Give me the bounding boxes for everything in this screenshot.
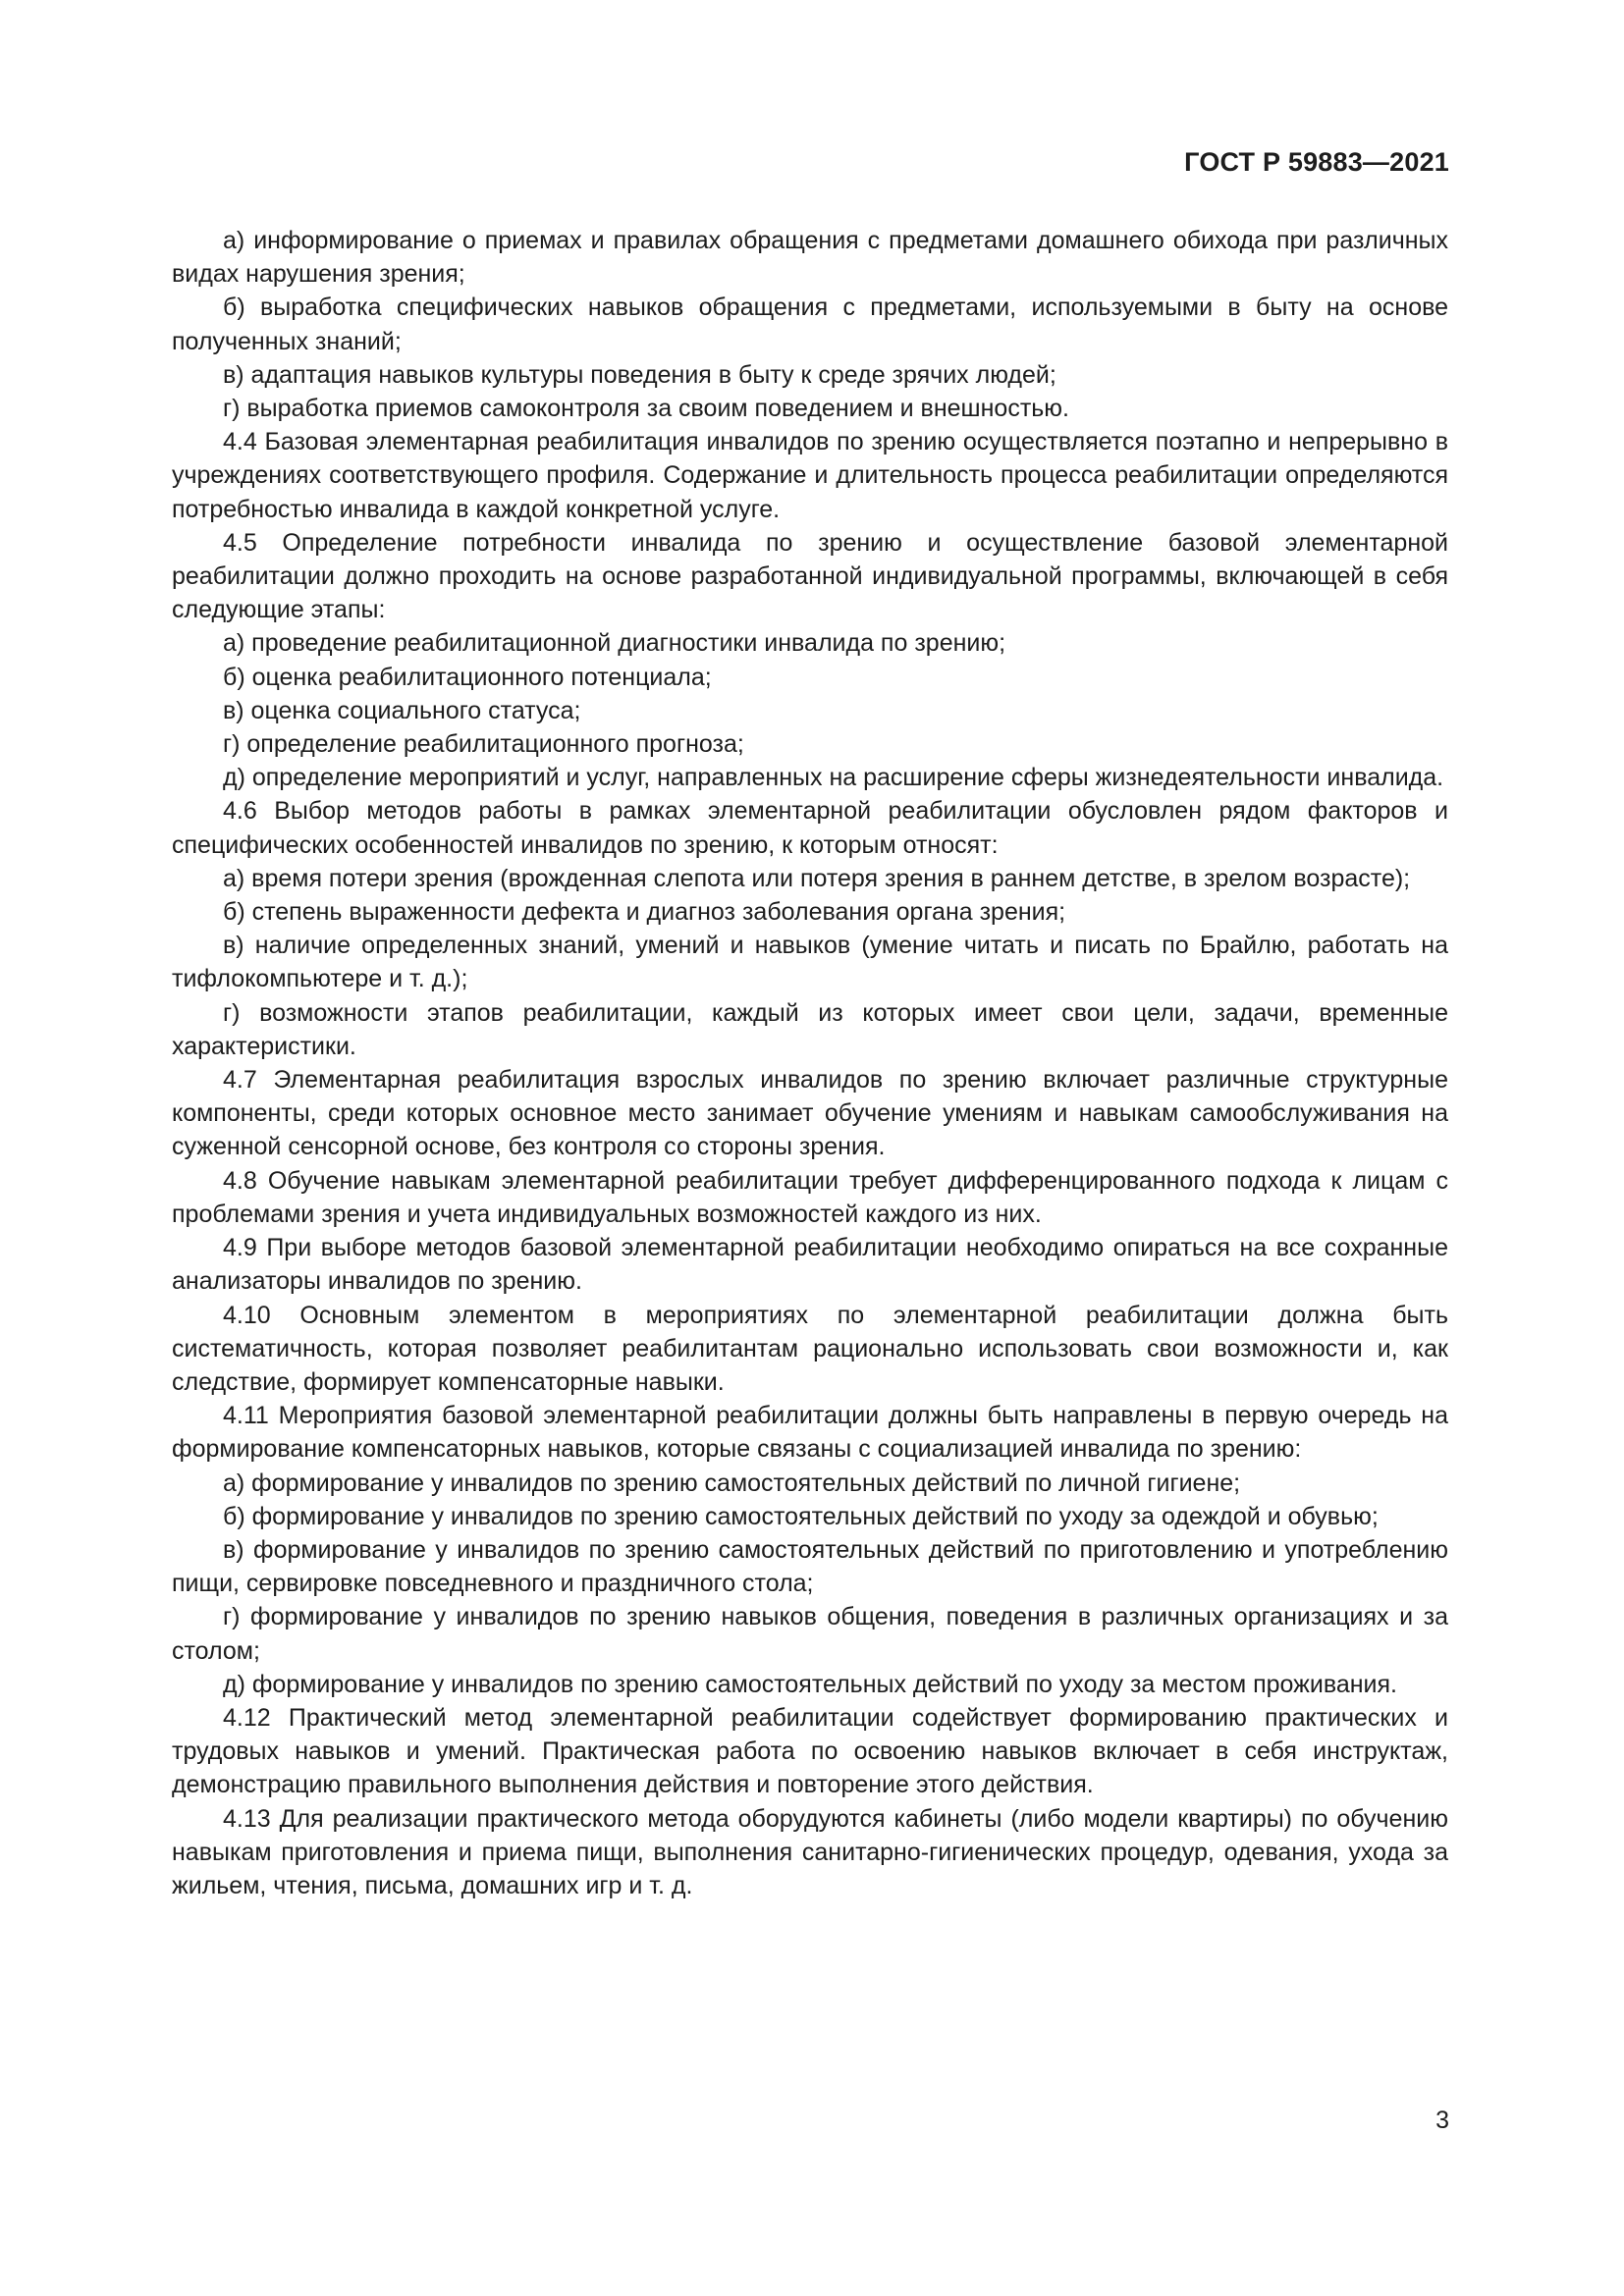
clause-4-5: 4.5 Определение потребности инвалида по зрению и осуществление базовой элементарной реабилитации должно проходить на основе разработанной индивидуальной программы, включающей в себя следующие этапы: (172, 528, 1448, 624)
clause-4-10: 4.10 Основным элементом в мероприятиях по элементарной реабилитации должна быть систематичность, которая позволяет реабилитантам рационально использовать свои возможности и, как следствие, формирует компенсаторные навыки. (172, 1301, 1448, 1396)
list-item: в) формирование у инвалидов по зрению самостоятельных действий по приготовлению и употреблению пищи, сервировке повседневного и праздничного стола; (172, 1535, 1448, 1598)
list-item: а) проведение реабилитационной диагностики инвалида по зрению; (223, 629, 1006, 658)
clause-4-4: 4.4 Базовая элементарная реабилитация инвалидов по зрению осуществляется поэтапно и непрерывно в учреждениях соответствующего профиля. Содержание и длительность процесса реабилитации определяются потребностью инвалида в каждой конкретной услуге. (172, 428, 1448, 523)
list-item: г) формирование у инвалидов по зрению навыков общения, поведения в различных организациях и за столом; (172, 1603, 1448, 1665)
list-item: б) оценка реабилитационного потенциала; (223, 663, 712, 691)
clause-4-9: 4.9 При выборе методов базовой элементарной реабилитации необходимо опираться на все сохранные анализаторы инвалидов по зрению. (172, 1234, 1448, 1296)
list-item: г) возможности этапов реабилитации, каждый из которых имеет свои цели, задачи, временные характеристики. (172, 998, 1448, 1060)
list-item: г) выработка приемов самоконтроля за своим поведением и внешностью. (223, 395, 1069, 423)
clause-4-7: 4.7 Элементарная реабилитация взрослых инвалидов по зрению включает различные структурные компоненты, среди которых основное место занимает обучение умениям и навыкам самообслуживания на суженной сенсорной основе, без контроля со стороны зрения. (172, 1066, 1448, 1161)
list-item: б) выработка специфических навыков обращения с предметами, используемыми в быту на основе полученных знаний; (172, 294, 1448, 355)
list-item: б) формирование у инвалидов по зрению самостоятельных действий по уходу за одеждой и обувью; (223, 1502, 1379, 1530)
clause-4-12: 4.12 Практический метод элементарной реабилитации содействует формированию практических и трудовых навыков и умений. Практическая работа по освоению навыков включает в себя инструктаж, демонстрацию правильного выполнения действия и повторение этого действия. (172, 1703, 1448, 1799)
list-item: а) формирование у инвалидов по зрению самостоятельных действий по личной гигиене; (223, 1468, 1241, 1497)
list-item: в) адаптация навыков культуры поведения в быту к среде зрячих людей; (223, 360, 1056, 389)
document-body (172, 224, 1448, 1902)
list-item: а) время потери зрения (врожденная слепота или потеря зрения в раннем детстве, в зрелом возрасте); (223, 864, 1411, 892)
list-item: а) информирование о приемах и правилах обращения с предметами домашнего обихода при различных видах нарушения зрения; (172, 227, 1448, 289)
list-item: в) наличие определенных знаний, умений и навыков (умение читать и писать по Брайлю, работать на тифлокомпьютере и т. д.); (172, 932, 1448, 993)
list-item: д) определение мероприятий и услуг, направленных на расширение сферы жизнедеятельности инвалида. (223, 764, 1444, 792)
clause-4-11: 4.11 Мероприятия базовой элементарной реабилитации должны быть направлены в первую очередь на формирование компенсаторных навыков, которые связаны с социализацией инвалида по зрению: (172, 1402, 1448, 1464)
clause-4-8: 4.8 Обучение навыкам элементарной реабилитации требует дифференцированного подхода к лицам с проблемами зрения и учета индивидуальных возможностей каждого из них. (172, 1166, 1448, 1228)
page-number: 3 (1435, 2107, 1449, 2134)
list-item: в) оценка социального статуса; (223, 696, 581, 724)
clause-4-13: 4.13 Для реализации практического метода оборудуются кабинеты (либо модели квартиры) по обучению навыкам приготовления и приема пищи, выполнения санитарно-гигиенических процедур, одевания, ухода за жильем, чтения, письма, домашних игр и т. д. (172, 1804, 1448, 1899)
standard-header: ГОСТ Р 59883—2021 (1184, 147, 1449, 177)
list-item: г) определение реабилитационного прогноза; (223, 730, 744, 759)
clause-4-6: 4.6 Выбор методов работы в рамках элементарной реабилитации обусловлен рядом факторов и специфических особенностей инвалидов по зрению, к которым относят: (172, 797, 1448, 859)
list-item: д) формирование у инвалидов по зрению самостоятельных действий по уходу за местом проживания. (223, 1670, 1397, 1698)
list-item: б) степень выраженности дефекта и диагноз заболевания органа зрения; (223, 898, 1066, 927)
